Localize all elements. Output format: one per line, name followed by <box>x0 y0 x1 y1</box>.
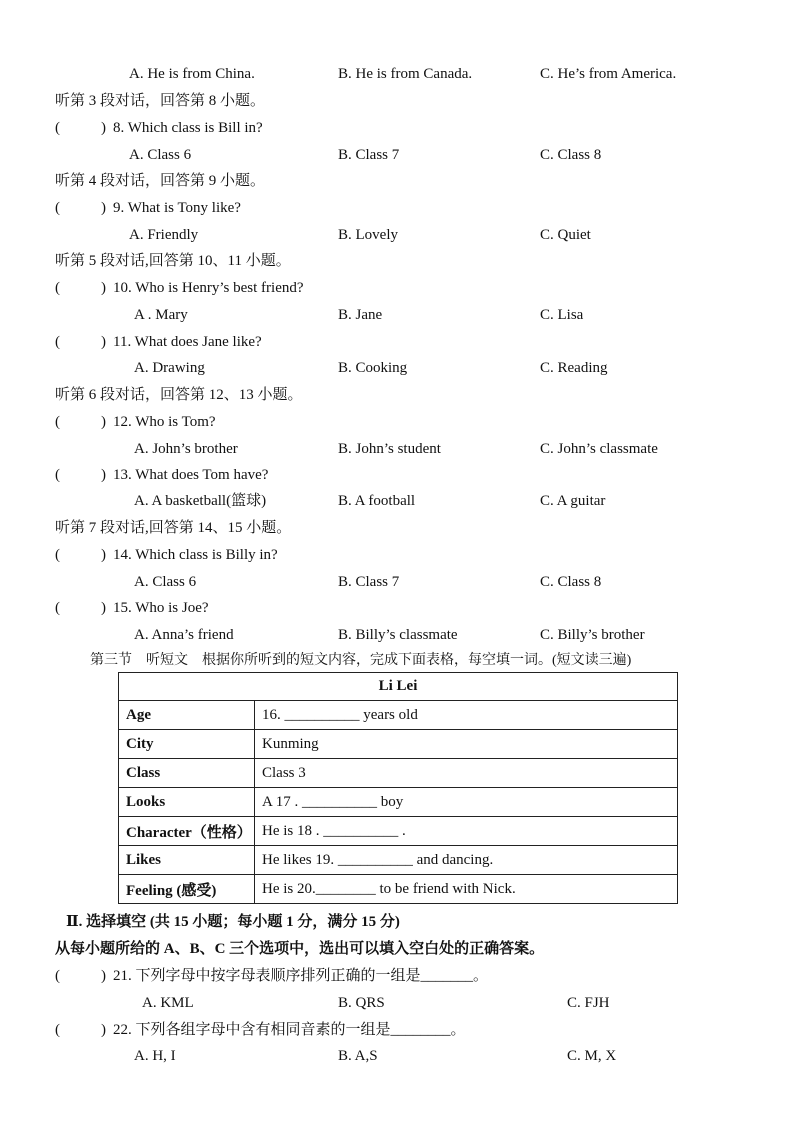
li-lei-info-table <box>118 672 678 904</box>
table-row <box>119 875 678 904</box>
q15-option-a: A. Anna’s friend <box>134 627 234 643</box>
dialog-4-instruction: 听第 4 段对话，回答第 9 小题。 <box>55 173 266 189</box>
q22-option-c: C. M, X <box>567 1048 617 1064</box>
q8-question: 8. Which class is Bill in? <box>113 120 263 136</box>
q10-option-a: A . Mary <box>134 307 188 323</box>
q11-answer-paren-close: ) <box>101 334 106 350</box>
q22-option-b: B. A,S <box>338 1048 378 1064</box>
q14-option-b: B. Class 7 <box>338 574 400 590</box>
q11-option-c: C. Reading <box>540 360 608 376</box>
q21-option-c: C. FJH <box>567 995 610 1011</box>
q14-question: 14. Which class is Billy in? <box>113 547 278 563</box>
row-value-character: He is 18 . __________ . <box>255 817 678 846</box>
row-label-class: Class <box>119 759 255 788</box>
q22-answer-paren-close: ) <box>101 1022 106 1038</box>
table-title-row <box>119 673 678 701</box>
table-row <box>119 817 678 846</box>
q21-option-b: B. QRS <box>338 995 385 1011</box>
q9-option-b: B. Lovely <box>338 227 398 243</box>
row-value-likes: He likes 19. __________ and dancing. <box>255 846 678 875</box>
q11-answer-paren-open: ( <box>55 334 60 350</box>
q15-answer-paren-close: ) <box>101 600 106 616</box>
q8-option-a: A. Class 6 <box>129 147 192 163</box>
q13-answer-paren-open: ( <box>55 467 60 483</box>
table-row <box>119 788 678 817</box>
q9-option-a: A. Friendly <box>129 227 199 243</box>
row-label-age: Age <box>119 701 255 730</box>
q7-option-a: A. He is from China. <box>129 66 255 82</box>
q7-option-b: B. He is from Canada. <box>338 66 473 82</box>
q9-answer-paren-close: ) <box>101 200 106 216</box>
dialog-3-instruction: 听第 3 段对话，回答第 8 小题。 <box>55 93 266 109</box>
q21-answer-paren-open: ( <box>55 968 60 984</box>
q11-question: 11. What does Jane like? <box>113 334 262 350</box>
q14-answer-paren-open: ( <box>55 547 60 563</box>
q14-answer-paren-close: ) <box>101 547 106 563</box>
row-value-age: 16. __________ years old <box>255 701 678 730</box>
q12-answer-paren-close: ) <box>101 414 106 430</box>
q10-option-c: C. Lisa <box>540 307 584 323</box>
q10-answer-paren-open: ( <box>55 280 60 296</box>
q22-question: 22. 下列各组字母中含有相同音素的一组是________。 <box>113 1022 466 1038</box>
q8-answer-paren-close: ) <box>101 120 106 136</box>
q13-answer-paren-close: ) <box>101 467 106 483</box>
q12-option-c: C. John’s classmate <box>540 441 658 457</box>
q22-answer-paren-open: ( <box>55 1022 60 1038</box>
dialog-5-instruction: 听第 5 段对话,回答第 10、11 小题。 <box>55 253 291 269</box>
q12-option-a: A. John’s brother <box>134 441 238 457</box>
q11-option-a: A. Drawing <box>134 360 205 376</box>
q15-answer-paren-open: ( <box>55 600 60 616</box>
table-row <box>119 730 678 759</box>
row-label-likes: Likes <box>119 846 255 875</box>
section-3-heading: 第三节 听短文 根据你所听到的短文内容，完成下面表格，每空填一词。(短文读三遍) <box>90 653 632 668</box>
q21-question: 21. 下列字母中按字母表顺序排列正确的一组是_______。 <box>113 968 489 984</box>
q8-answer-paren-open: ( <box>55 120 60 136</box>
q10-answer-paren-close: ) <box>101 280 106 296</box>
q21-option-a: A. KML <box>142 995 194 1011</box>
q9-answer-paren-open: ( <box>55 200 60 216</box>
table-row <box>119 701 678 730</box>
row-value-looks: A 17 . __________ boy <box>255 788 678 817</box>
row-value-feeling: He is 20.________ to be friend with Nick. <box>255 875 678 904</box>
q21-answer-paren-close: ) <box>101 968 106 984</box>
row-label-looks: Looks <box>119 788 255 817</box>
part-2-instruction: 从每小题所给的 A、B、C 三个选项中，选出可以填入空白处的正确答案。 <box>55 941 545 957</box>
q8-option-c: C. Class 8 <box>540 147 602 163</box>
q12-option-b: B. John’s student <box>338 441 441 457</box>
dialog-7-instruction: 听第 7 段对话,回答第 14、15 小题。 <box>55 520 292 536</box>
q22-option-a: A. H, I <box>134 1048 176 1064</box>
q15-option-c: C. Billy’s brother <box>540 627 645 643</box>
row-label-feeling: Feeling (感受) <box>119 875 255 904</box>
q9-option-c: C. Quiet <box>540 227 591 243</box>
q13-option-b: B. A football <box>338 493 416 509</box>
q12-question: 12. Who is Tom? <box>113 414 216 430</box>
row-label-city: City <box>119 730 255 759</box>
q10-question: 10. Who is Henry’s best friend? <box>113 280 304 296</box>
q13-option-a: A. A basketball(篮球) <box>134 493 267 509</box>
q7-option-c: C. He’s from America. <box>540 66 677 82</box>
row-value-class: Class 3 <box>255 759 678 788</box>
row-value-city: Kunming <box>255 730 678 759</box>
q10-option-b: B. Jane <box>338 307 383 323</box>
q8-option-b: B. Class 7 <box>338 147 400 163</box>
q15-option-b: B. Billy’s classmate <box>338 627 458 643</box>
dialog-6-instruction: 听第 6 段对话，回答第 12、13 小题。 <box>55 387 303 403</box>
q14-option-a: A. Class 6 <box>134 574 197 590</box>
table-row <box>119 759 678 788</box>
q13-question: 13. What does Tom have? <box>113 467 269 483</box>
q15-question: 15. Who is Joe? <box>113 600 209 616</box>
q12-answer-paren-open: ( <box>55 414 60 430</box>
table-title: Li Lei <box>119 673 678 701</box>
part-2-title: Ⅱ. 选择填空 (共 15 小题；每小题 1 分，满分 15 分) <box>66 914 400 930</box>
table-row <box>119 846 678 875</box>
q11-option-b: B. Cooking <box>338 360 408 376</box>
q14-option-c: C. Class 8 <box>540 574 602 590</box>
row-label-character: Character（性格） <box>119 817 255 846</box>
q9-question: 9. What is Tony like? <box>113 200 241 216</box>
q13-option-c: C. A guitar <box>540 493 606 509</box>
